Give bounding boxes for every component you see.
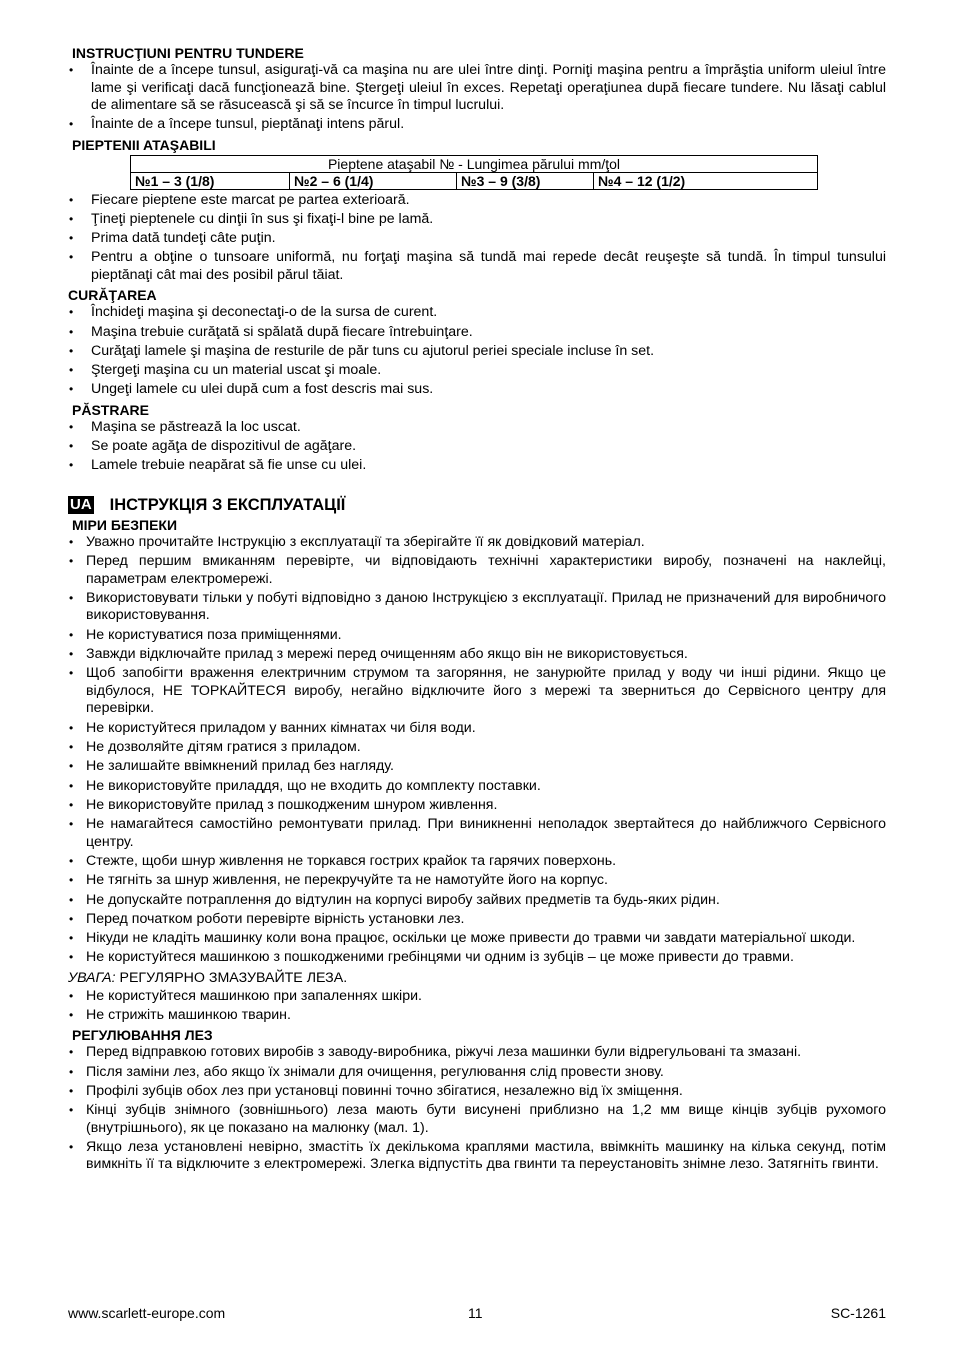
language-badge: UA <box>70 495 92 513</box>
table-cell: №2 – 6 (1/4) <box>290 172 457 189</box>
list-item: • Lamele trebuie neapărat să fie unse cu ulei. <box>68 457 886 475</box>
section-heading-storage: PĂSTRARE <box>72 401 150 418</box>
list-item <box>68 249 886 284</box>
list-item: • Кінці зубців знімного (зовнішнього) леза мають бути висунені приблизно на 1,2 мм вище кінців зубців рухомого (внутрішнього), як це показано на малюнку (мал. 1). <box>68 1102 886 1137</box>
list-item: • Не використовуйте приладдя, що не входить до комплекту поставки. <box>68 778 886 796</box>
warning-label: УВАГА: <box>68 969 116 986</box>
list-item: • Ungeţi lamele cu ulei după cum a fost descris mai sus. <box>68 381 886 399</box>
list-item: • Не тягніть за шнур живлення, не перекручуйте та не намотуйте його на корпус. <box>68 872 886 890</box>
warning-text: РЕГУЛЯРНО ЗМАЗУВАЙТЕ ЛЕЗА. <box>115 969 348 986</box>
storage-list <box>68 419 886 475</box>
list-item: • Використовувати тільки у побуті відповідно з даною Інструкцією з експлуатації. Прилад не призначений для виробничого використовування. <box>68 590 886 625</box>
list-item: • Не стрижіть машинкою тварин. <box>68 1007 886 1025</box>
list-item: • Перед відправкою готових виробів з заводу-виробника, ріжучі леза машинки були відрегульовані та змазані. <box>68 1044 886 1062</box>
page-footer <box>68 1305 886 1323</box>
list-item: • Maşina se păstrează la loc uscat. <box>68 419 886 437</box>
bullet-icon: • <box>69 250 74 265</box>
section-heading-instructions: INSTRUCŢIUNI PENTRU TUNDERE <box>72 45 304 61</box>
footer-model: SC-1261 <box>830 1305 886 1321</box>
list-item: • Стежте, щоби шнур живлення не торкався гострих крайок та гарячих поверхонь. <box>68 853 886 871</box>
list-item: • Înainte de a începe tunsul, asiguraţi-vă ca maşina nu are ulei între dinţi. Porniţi maşina pentru a împrăştia uniform uleiul între lame şi verificaţi dacă funcţionează bine. Ştergeţi uleiul în exces. Repetaţi operaţiunea după fiecare tundere. Nu lăsaţi cablul de alimentare să se răsucească şi să se încurce în timpul lucrului. <box>68 62 886 115</box>
list-item: • Ţineţi pieptenele cu dinţii în sus şi fixaţi-l bine pe lamă. <box>68 211 886 229</box>
combs-list <box>68 192 886 285</box>
document-page <box>68 44 886 1176</box>
safety-list-continued <box>68 988 886 1025</box>
table-cell: №3 – 9 (3/8) <box>457 172 594 189</box>
section-heading-safety: МІРИ БЕЗПЕКИ <box>72 516 178 533</box>
list-item-text: Pentru a obţine o tunsoare uniformă, nu forţaţi maşina să tundă mai repede decât reuşeşte să tundă. În timpul tunsului pieptănaţi cât mai des posibil părul tăiat. <box>91 249 886 283</box>
ua-title-text: ІНСТРУКЦІЯ З ЕКСПЛУАТАЦІЇ <box>109 495 346 514</box>
list-item: • Уважно прочитайте Інструкцію з експлуатації та зберігайте її як довідковий матеріал. <box>68 534 886 552</box>
list-item: • Înainte de a începe tunsul, pieptănaţi intens părul. <box>68 116 886 134</box>
list-item: • Після заміни лез, або якщо їх знімали для очищення, регулювання слід провести знову. <box>68 1064 886 1082</box>
warning-note <box>68 969 886 987</box>
table-cell: №1 – 3 (1/8) <box>131 172 290 189</box>
safety-list <box>68 534 886 967</box>
list-item: • Curăţaţi lamele şi maşina de resturile de păr tuns cu ajutorul periei speciale incluse în set. <box>68 343 886 361</box>
footer-website: www.scarlett-europe.com <box>68 1305 226 1321</box>
list-item: • Профілі зубців обох лез при установці повинні точно збігатися, незалежно від їх зміщення. <box>68 1083 886 1101</box>
list-item: • Якщо леза установлені невірно, змастіть їх декількома краплями мастила, ввімкніть машинку на кілька секунд, потім вимкніть її та відключите з електромережі. Злегка відпустіть два гвинти та переустановіть знімне лезо. Затягніть гвинти. <box>68 1139 886 1174</box>
list-item: • Не намагайтеся самостійно ремонтувати прилад. При виникненні неполадок звертайтеся до найближчого Сервісного центру. <box>68 816 886 851</box>
instructions-list <box>68 62 886 134</box>
list-item: • Завжди відключайте прилад з мережі перед очищенням або якщо він не використовується. <box>68 646 886 664</box>
section-heading-blade-adjustment: РЕГУЛЮВАННЯ ЛЕЗ <box>72 1027 213 1044</box>
table-caption: Pieptene ataşabil № - Lungimea părului mm/ţol <box>131 155 818 172</box>
section-heading-combs: PIEPTENII ATAŞABILI <box>72 136 216 153</box>
footer-page-number: 11 <box>468 1305 483 1321</box>
ua-section-title <box>68 495 886 515</box>
list-item: • Se poate agăţa de dispozitivul de agăţare. <box>68 438 886 456</box>
cleaning-list <box>68 304 886 399</box>
list-item: • Не користуватися поза приміщеннями. <box>68 627 886 645</box>
section-heading-cleaning: CURĂŢAREA <box>68 287 157 304</box>
list-item: • Перед початком роботи перевірте вірність установки лез. <box>68 911 886 929</box>
list-item: • Închideţi maşina şi deconectaţi-o de la sursa de curent. <box>68 304 886 322</box>
list-item: • Не дозволяйте дітям гратися з приладом. <box>68 739 886 757</box>
list-item: • Ştergeţi maşina cu un material uscat şi moale. <box>68 362 886 380</box>
blade-adjustment-list <box>68 1044 886 1174</box>
list-item: • Prima dată tundeţi câte puţin. <box>68 230 886 248</box>
list-item: • Maşina trebuie curăţată si spălată după fiecare întrebuinţare. <box>68 324 886 342</box>
list-item: • Не використовуйте прилад з пошкодженим шнуром живлення. <box>68 797 886 815</box>
list-item: • Нікуди не кладіть машинку коли вона працює, оскільки це може привести до травми чи завдати матеріальної шкоди. <box>68 930 886 948</box>
list-item: • Перед першим вмиканням перевірте, чи відповідають технічні характеристики виробу, позначені на наклейці, параметрам електромережі. <box>68 553 886 588</box>
list-item: • Не користуйтеся приладом у ванних кімнатах чи біля води. <box>68 720 886 738</box>
list-item: • Не користуйтеся машинкою при запаленнях шкіри. <box>68 988 886 1006</box>
table-cell: №4 – 12 (1/2) <box>594 172 818 189</box>
comb-length-table <box>130 155 818 190</box>
list-item: • Не допускайте потраплення до відтулин на корпусі виробу зайвих предметів та будь-яких рідин. <box>68 892 886 910</box>
list-item: • Не залишайте ввімкнений прилад без нагляду. <box>68 758 886 776</box>
list-item: • Не користуйтеся машинкою з пошкодженими гребінцями чи одним із зубців – це може привести до травми. <box>68 949 886 967</box>
list-item: • Fiecare pieptene este marcat pe partea exterioară. <box>68 192 886 210</box>
list-item: • Щоб запобігти враження електричним струмом та загоряння, не занурюйте прилад у воду чи інші рідини. Якщо це відбулося, НЕ ТОРКАЙТЕСЯ виробу, негайно відключите його з мережі та зверниться до Сервісного центру для перевірки. <box>68 665 886 718</box>
